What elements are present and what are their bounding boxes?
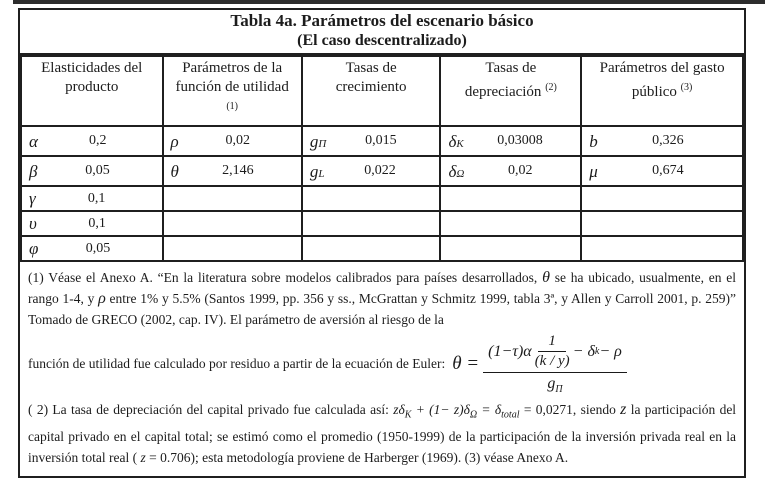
- param-cell-gamma: [21, 186, 163, 211]
- param-value: 0,2: [88, 133, 107, 148]
- footnote-2-text: la participación del capital privado en el capital total; se estimó como el promedio (1950-1999) de la participación de la inversión privada real en la inversión total real (: [28, 402, 737, 465]
- table-frame: [18, 8, 746, 478]
- formula-sub: total: [501, 409, 520, 421]
- param-symbol: b: [589, 131, 598, 151]
- param-cell-g-l: [302, 156, 441, 186]
- param-symbol: β: [29, 161, 38, 181]
- header-footnote-ref: (2): [545, 82, 557, 93]
- empty-cell: [302, 236, 441, 261]
- param-symbol: φ: [29, 239, 39, 258]
- footnote-1-text: (1) Véase el Anexo A. “En la literatura sobre modelos calibrados para países desarrollados,: [28, 270, 538, 285]
- table-row: [21, 126, 743, 156]
- param-cell-beta: [21, 156, 163, 186]
- param-cell-rho: [163, 126, 302, 156]
- depreciation-formula: [393, 402, 573, 421]
- param-value: 0,326: [652, 133, 684, 148]
- euler-delta-sub: k: [594, 346, 600, 357]
- empty-cell: [581, 186, 743, 211]
- scan-artifact-bar: [13, 0, 765, 4]
- table-title: Tabla 4a. Parámetros del escenario básico: [230, 11, 534, 30]
- euler-delta-term: − δ: [572, 342, 595, 360]
- footnotes-block: [20, 262, 744, 330]
- empty-cell: [163, 211, 302, 236]
- param-value: 0,02: [508, 163, 533, 178]
- param-value: 0,1: [87, 190, 106, 206]
- header-label: Elasticidades del producto: [41, 60, 143, 95]
- theta-symbol: θ: [542, 269, 550, 286]
- empty-cell: [302, 211, 441, 236]
- table-row: [21, 236, 743, 261]
- z-symbol: z: [620, 401, 627, 419]
- column-header-utilidad: [163, 56, 302, 126]
- header-label: Tasas de depreciación: [464, 60, 542, 100]
- param-symbol: δ: [448, 131, 457, 151]
- euler-num-left: (1−τ)α: [488, 342, 532, 360]
- euler-rho-term: − ρ: [599, 342, 622, 360]
- z-value-expression: [140, 450, 190, 465]
- empty-cell: [163, 236, 302, 261]
- param-symbol-sub: Π: [318, 137, 327, 150]
- header-label: Parámetros del gasto público: [599, 60, 725, 100]
- param-symbol: μ: [589, 161, 598, 181]
- column-header-gasto-publico: [581, 56, 743, 126]
- header-footnote-ref: (1): [226, 101, 238, 112]
- param-value: 0,1: [88, 215, 106, 231]
- header-label: Tasas de crecimiento: [335, 60, 407, 95]
- param-symbol-sub: Ω: [456, 167, 465, 180]
- formula-term: = 0,0271: [523, 402, 573, 418]
- table-row: [21, 186, 743, 211]
- euler-formula-line: [20, 330, 744, 398]
- empty-cell: [440, 211, 581, 236]
- formula-term: zδ: [393, 402, 405, 418]
- param-symbol: g: [309, 131, 319, 151]
- param-value: 0,05: [85, 240, 111, 256]
- empty-cell: [581, 236, 743, 261]
- param-value: 0,03008: [497, 133, 543, 148]
- param-cell-g-pi: [302, 126, 441, 156]
- column-header-elasticidades: [21, 56, 163, 126]
- param-cell-theta: [163, 156, 302, 186]
- formula-sub: Ω: [469, 409, 478, 421]
- param-symbol: γ: [29, 189, 36, 208]
- euler-numerator: [483, 333, 627, 373]
- inner-fraction-den: (k / y): [534, 353, 570, 369]
- euler-g-symbol: g: [547, 375, 556, 392]
- param-symbol: δ: [448, 161, 457, 181]
- param-symbol-sub: K: [456, 137, 464, 150]
- param-symbol: ρ: [170, 131, 179, 151]
- table-title-block: [20, 10, 744, 55]
- table-subtitle: (El caso descentralizado): [297, 32, 467, 49]
- header-label: Parámetros de la función de utilidad: [175, 60, 289, 95]
- param-value: 2,146: [222, 163, 254, 178]
- footnote-1-text: entre 1% y 5.5% (Santos 1999, pp. 356 y ss., McGrattan y Schmitz 1999, tabla 3ª, y Allen y Carroll 2001, p. 259)” Tomado de GRECO (2002, cap. IV). El parámetro de aversión al riesgo de la: [28, 291, 737, 327]
- param-cell-delta-k: [440, 126, 581, 156]
- param-value: 0,022: [364, 163, 396, 178]
- footnote-2-text: , siendo: [572, 402, 616, 418]
- param-value: 0,015: [365, 133, 397, 148]
- param-value: 0,05: [85, 163, 110, 178]
- empty-cell: [163, 186, 302, 211]
- param-value: 0,02: [225, 133, 250, 148]
- footnote-2-text: ( 2) La tasa de depreciación del capital privado fue calculada así:: [28, 402, 389, 418]
- footnote-2-text: ); esta metodología proviene de Harberger (1969). (3) véase Anexo A.: [190, 449, 569, 465]
- table-row: [21, 211, 743, 236]
- param-symbol: g: [309, 161, 319, 181]
- param-symbol-sub: L: [318, 167, 325, 180]
- footnote-1: [28, 267, 736, 330]
- param-symbol: α: [29, 131, 38, 151]
- param-cell-upsilon: [21, 211, 163, 236]
- param-cell-phi: [21, 236, 163, 261]
- empty-cell: [302, 186, 441, 211]
- param-cell-delta-omega: [440, 156, 581, 186]
- column-header-crecimiento: [302, 56, 441, 126]
- empty-cell: [440, 186, 581, 211]
- inner-fraction: [535, 333, 570, 370]
- euler-denominator: [547, 373, 562, 395]
- param-cell-b: [581, 126, 743, 156]
- param-value: 0,674: [652, 163, 684, 178]
- table-row: [21, 156, 743, 186]
- header-footnote-ref: (3): [680, 82, 693, 93]
- column-header-depreciacion: [440, 56, 581, 126]
- param-cell-alpha: [21, 126, 163, 156]
- param-symbol: υ: [29, 214, 37, 233]
- empty-cell: [581, 211, 743, 236]
- formula-sub: K: [404, 409, 412, 421]
- param-cell-mu: [581, 156, 743, 186]
- formula-term: = δ: [481, 402, 502, 418]
- inner-fraction-num: 1: [538, 333, 566, 352]
- param-symbol: θ: [170, 161, 179, 181]
- formula-term: z: [140, 449, 146, 465]
- formula-term: = 0.706: [149, 449, 191, 465]
- empty-cell: [440, 236, 581, 261]
- parameters-table: [20, 55, 744, 262]
- footnote-2: [20, 398, 744, 468]
- euler-g-sub: Π: [555, 384, 563, 396]
- euler-formula: [452, 333, 627, 395]
- rho-symbol: ρ: [98, 290, 106, 307]
- euler-lhs: θ =: [452, 353, 480, 375]
- footnote-1-text: se ha ubicado, usualmente, en el rango 1-4, y: [28, 270, 737, 306]
- header-row: [21, 56, 743, 126]
- formula-term: + (1− z)δ: [415, 402, 470, 418]
- euler-fraction: [483, 333, 627, 395]
- euler-intro-text: función de utilidad fue calculado por residuo a partir de la ecuación de Euler:: [28, 356, 446, 372]
